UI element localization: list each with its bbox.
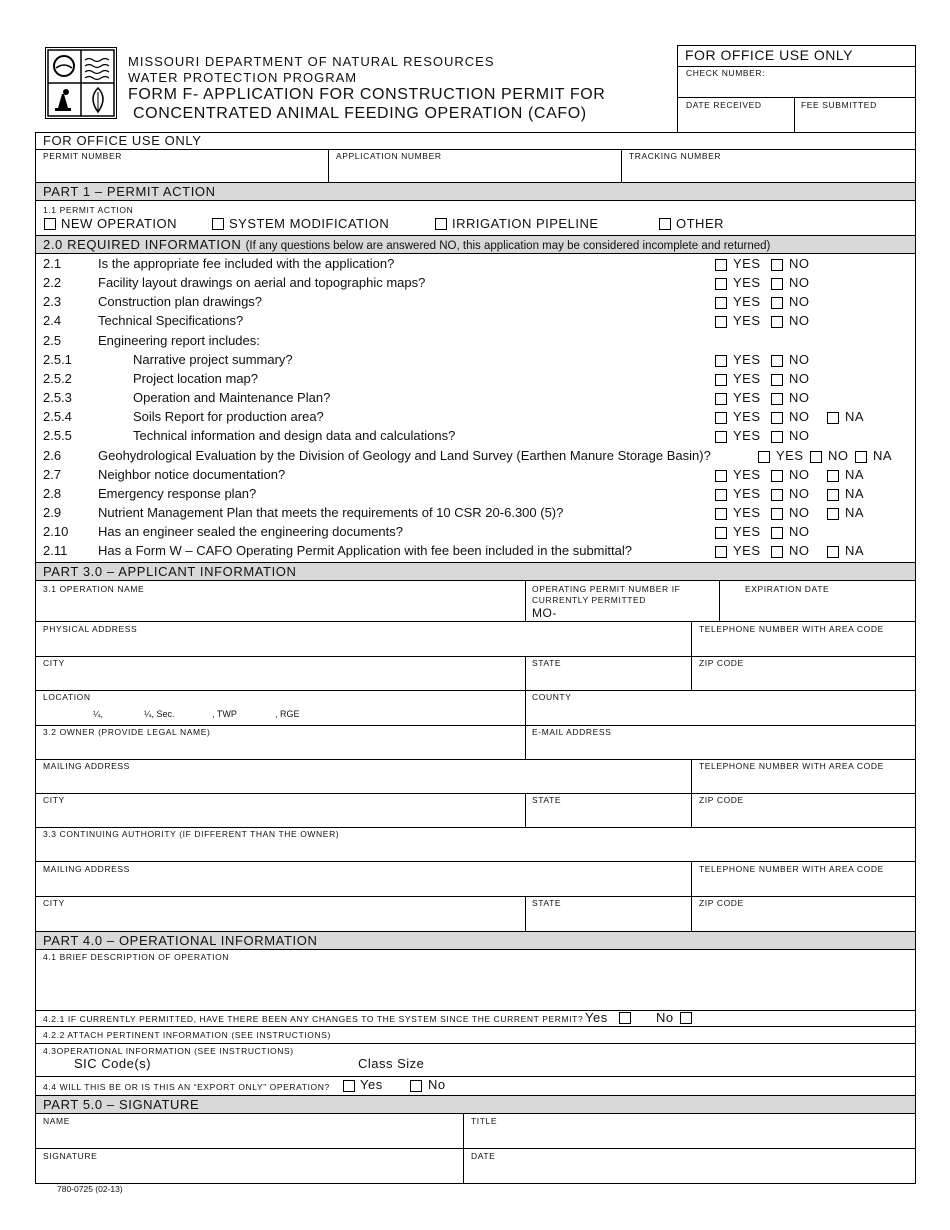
date-received-label: DATE RECEIVED [686,100,762,110]
expiration-date-field[interactable] [721,596,915,620]
question-number: 2.8 [43,486,62,501]
permit-number-field[interactable] [37,162,327,181]
question-number: 2.1 [43,256,62,271]
operational-info-label: 4.3OPERATIONAL INFORMATION (SEE INSTRUCTIONS) [43,1046,294,1056]
date-received-field[interactable] [678,111,793,132]
sic-code-label: SIC Code(s) [74,1056,152,1071]
yes-label: YES [733,294,761,309]
application-number-field[interactable] [330,162,620,181]
q2-9-yes-checkbox[interactable] [715,508,727,520]
q2-5-5-yes-checkbox[interactable] [715,431,727,443]
form-title-line2: CONCENTRATED ANIMAL FEEDING OPERATION (CAFO) [133,105,587,122]
q2-4-no-checkbox[interactable] [771,316,783,328]
zip-label-3: ZIP CODE [699,898,744,908]
dnr-logo [45,47,117,119]
no-label: NO [789,524,810,539]
q2-4-yes-checkbox[interactable] [715,316,727,328]
no-label: NO [789,275,810,290]
form-title-line1: FORM F- APPLICATION FOR CONSTRUCTION PERMIT FOR [128,86,606,103]
continuing-authority-label: 3.3 CONTINUING AUTHORITY (IF DIFFERENT THAN THE OWNER) [43,829,340,839]
new-operation-checkbox[interactable] [44,218,56,230]
q2-2-no-checkbox[interactable] [771,278,783,290]
no-label: NO [789,371,810,386]
changes-yes-label: Yes [585,1010,608,1025]
question-number: 2.5.3 [43,390,72,405]
location-rge: , RGE [275,709,300,719]
no-label: NO [789,467,810,482]
op-permit-label-line2: CURRENTLY PERMITTED [532,595,647,605]
changes-no-label: No [656,1010,674,1025]
question-text: Nutrient Management Plan that meets the requirements of 10 CSR 20-6.300 (5)? [98,505,564,520]
title-label: TITLE [471,1116,498,1126]
yes-label: YES [733,371,761,386]
question-number: 2.9 [43,505,62,520]
q2-9-na-checkbox[interactable] [827,508,839,520]
continuing-authority-field[interactable] [37,840,914,860]
email-label: E-MAIL ADDRESS [532,727,612,737]
irrigation-pipeline-label: IRRIGATION PIPELINE [452,216,599,231]
mo-prefix: MO- [532,606,557,620]
question-number: 2.5.2 [43,371,72,386]
tracking-number-field[interactable] [623,162,915,181]
tracking-number-label: TRACKING NUMBER [629,151,722,161]
export-yes-checkbox[interactable] [343,1080,355,1092]
question-text: Technical information and design data and calculations? [133,428,456,443]
location-quarter-1: ¼, [93,709,104,719]
city-label-2: CITY [43,795,65,805]
na-label: NA [845,409,865,424]
q2-3-yes-checkbox[interactable] [715,297,727,309]
q2-6-no-checkbox[interactable] [810,451,822,463]
na-label: NA [845,505,865,520]
q2-5-5-no-checkbox[interactable] [771,431,783,443]
telephone-field-3[interactable] [693,875,915,895]
yes-label: YES [733,505,761,520]
irrigation-pipeline-checkbox[interactable] [435,218,447,230]
check-number-field[interactable] [678,79,915,96]
mailing-address-field-1[interactable] [37,772,690,792]
export-yes-label: Yes [360,1077,383,1092]
na-label: NA [845,467,865,482]
no-label: NO [789,505,810,520]
name-label: NAME [43,1116,70,1126]
city-field-2[interactable] [37,806,524,826]
q2-10-yes-checkbox[interactable] [715,527,727,539]
q2-8-no-checkbox[interactable] [771,489,783,501]
q2-5-4-yes-checkbox[interactable] [715,412,727,424]
na-label: NA [873,448,893,463]
system-modification-label: SYSTEM MODIFICATION [229,216,390,231]
q2-5-4-no-checkbox[interactable] [771,412,783,424]
question-text: Soils Report for production area? [133,409,324,424]
telephone-label-2: TELEPHONE NUMBER WITH AREA CODE [699,761,884,771]
yes-label: YES [733,256,761,271]
question-text: Engineering report includes: [98,333,260,348]
zip-label-2: ZIP CODE [699,795,744,805]
no-label: NO [789,543,810,558]
no-label: NO [828,448,849,463]
permit-number-label: PERMIT NUMBER [43,151,122,161]
expiration-date-label: EXPIRATION DATE [745,584,830,594]
yes-label: YES [733,313,761,328]
other-checkbox[interactable] [659,218,671,230]
fee-submitted-label: FEE SUBMITTED [801,100,877,110]
q2-5-3-yes-checkbox[interactable] [715,393,727,405]
operation-name-field[interactable] [37,596,524,620]
sic-code-field[interactable] [160,1056,340,1073]
brief-description-field[interactable] [37,963,918,1012]
county-field[interactable] [527,703,915,724]
question-number: 2.11 [43,543,68,558]
attach-info-label: 4.2.2 ATTACH PERTINENT INFORMATION (SEE INSTRUCTIONS) [43,1030,331,1040]
mailing-address-label-2: MAILING ADDRESS [43,864,130,874]
part5-header: PART 5.0 – SIGNATURE [35,1095,916,1114]
q2-7-na-checkbox[interactable] [827,470,839,482]
zip-field-3[interactable] [693,909,915,930]
state-field-3[interactable] [527,909,690,930]
question-number: 2.2 [43,275,62,290]
question-text: Neighbor notice documentation? [98,467,286,482]
yes-label: YES [733,409,761,424]
zip-field-2[interactable] [693,806,915,826]
city-field-1[interactable] [37,669,524,689]
other-label: OTHER [676,216,724,231]
q2-5-1-no-checkbox[interactable] [771,355,783,367]
q2-2-yes-checkbox[interactable] [715,278,727,290]
logo-graphic-icon [46,48,116,118]
brief-description-label: 4.1 BRIEF DESCRIPTION OF OPERATION [43,952,230,962]
q2-7-yes-checkbox[interactable] [715,470,727,482]
office-use-main-title: FOR OFFICE USE ONLY [43,133,202,148]
telephone-label-1: TELEPHONE NUMBER WITH AREA CODE [699,624,884,634]
question-text: Narrative project summary? [133,352,293,367]
question-text: Has an engineer sealed the engineering documents? [98,524,403,539]
city-label-1: CITY [43,658,65,668]
physical-address-label: PHYSICAL ADDRESS [43,624,138,634]
owner-name-field[interactable] [37,738,524,758]
form-number: 780-0725 (02-13) [57,1184,123,1194]
city-label-3: CITY [43,898,65,908]
q2-5-3-no-checkbox[interactable] [771,393,783,405]
system-modification-checkbox[interactable] [212,218,224,230]
changes-question: 4.2.1 IF CURRENTLY PERMITTED, HAVE THERE BEEN ANY CHANGES TO THE SYSTEM SINCE THE CURRENT PERMIT? [43,1014,584,1024]
owner-label: 3.2 OWNER (PROVIDE LEGAL NAME) [43,727,211,737]
question-text: Construction plan drawings? [98,294,263,309]
class-size-field[interactable] [432,1056,632,1073]
question-number: 2.5.4 [43,409,72,424]
question-number: 2.10 [43,524,69,539]
zip-field-1[interactable] [693,669,915,689]
state-field-2[interactable] [527,806,690,826]
op-permit-label-line1: OPERATING PERMIT NUMBER IF [532,584,681,594]
mailing-address-field-2[interactable] [37,875,690,895]
city-field-3[interactable] [37,909,524,930]
part2-note: (If any questions below are answered NO, this application may be considered incomplete and returned) [245,240,771,252]
signature-label: SIGNATURE [43,1151,98,1161]
yes-label: YES [733,390,761,405]
operating-permit-number-field[interactable] [556,606,718,620]
check-number-label: CHECK NUMBER: [686,68,766,78]
q2-5-1-yes-checkbox[interactable] [715,355,727,367]
question-number: 2.4 [43,313,62,328]
no-label: NO [789,294,810,309]
no-label: NO [789,428,810,443]
no-label: NO [789,313,810,328]
date-field[interactable] [465,1162,915,1182]
mailing-address-label-1: MAILING ADDRESS [43,761,130,771]
county-label: COUNTY [532,692,572,702]
office-use-top-title: FOR OFFICE USE ONLY [685,47,853,63]
telephone-field-1[interactable] [693,635,915,655]
question-number: 2.5 [43,333,62,348]
operation-name-label: 3.1 OPERATION NAME [43,584,145,594]
question-number: 2.6 [43,448,62,463]
part2-title: 2.0 REQUIRED INFORMATION [43,237,242,252]
no-label: NO [789,390,810,405]
question-text: Facility layout drawings on aerial and topographic maps? [98,275,426,290]
part4-header: PART 4.0 – OPERATIONAL INFORMATION [35,931,916,950]
no-label: NO [789,486,810,501]
q2-9-no-checkbox[interactable] [771,508,783,520]
q2-11-na-checkbox[interactable] [827,546,839,558]
question-text: Has a Form W – CAFO Operating Permit Application with fee been included in the submittal? [98,543,632,558]
q2-5-2-no-checkbox[interactable] [771,374,783,386]
location-twp: , TWP [212,709,237,719]
q2-11-yes-checkbox[interactable] [715,546,727,558]
question-text: Is the appropriate fee included with the application? [98,256,395,271]
yes-label: YES [733,428,761,443]
question-text: Emergency response plan? [98,486,257,501]
question-text: Operation and Maintenance Plan? [133,390,331,405]
question-text: Geohydrological Evaluation by the Division of Geology and Land Survey (Earthen Manure Storage Basin)? [98,448,711,463]
location-quarter-sec: ¼, Sec. [144,709,175,719]
q2-11-no-checkbox[interactable] [771,546,783,558]
q2-1-yes-checkbox[interactable] [715,259,727,271]
question-number: 2.3 [43,294,62,309]
changes-no-checkbox[interactable] [680,1012,692,1024]
yes-label: YES [733,467,761,482]
question-text: Technical Specifications? [98,313,244,328]
no-label: NO [789,352,810,367]
yes-label: YES [733,524,761,539]
part3-header: PART 3.0 – APPLICANT INFORMATION [35,562,916,581]
yes-label: YES [733,275,761,290]
class-size-label: Class Size [358,1056,425,1071]
telephone-label-3: TELEPHONE NUMBER WITH AREA CODE [699,864,884,874]
title-field[interactable] [465,1127,915,1147]
na-label: NA [845,543,865,558]
question-number: 2.5.1 [43,352,72,367]
q2-5-2-yes-checkbox[interactable] [715,374,727,386]
q2-10-no-checkbox[interactable] [771,527,783,539]
export-no-label: No [428,1077,446,1092]
yes-label: YES [733,543,761,558]
question-number: 2.7 [43,467,62,482]
permit-action-label: 1.1 PERMIT ACTION [43,205,134,215]
state-label-1: STATE [532,658,562,668]
signature-field[interactable] [37,1162,462,1182]
export-only-question: 4.4 WILL THIS BE OR IS THIS AN “EXPORT ONLY” OPERATION? [43,1082,330,1092]
no-label: NO [789,409,810,424]
part1-header: PART 1 – PERMIT ACTION [35,182,916,201]
q2-6-na-checkbox[interactable] [855,451,867,463]
program-name: WATER PROTECTION PROGRAM [128,70,358,85]
state-field-1[interactable] [527,669,690,689]
q2-8-na-checkbox[interactable] [827,489,839,501]
q2-3-no-checkbox[interactable] [771,297,783,309]
application-number-label: APPLICATION NUMBER [336,151,442,161]
no-label: NO [789,256,810,271]
fee-submitted-field[interactable] [795,111,915,132]
physical-address-field[interactable] [37,635,690,655]
changes-yes-checkbox[interactable] [619,1012,631,1024]
q2-6-yes-checkbox[interactable] [758,451,770,463]
yes-label: YES [733,352,761,367]
email-field[interactable] [527,738,915,758]
question-text: Project location map? [133,371,259,386]
location-label: LOCATION [43,692,91,702]
name-field[interactable] [37,1127,462,1147]
part2-header [35,235,916,254]
date-label: DATE [471,1151,496,1161]
zip-label-1: ZIP CODE [699,658,744,668]
yes-label: YES [733,486,761,501]
na-label: NA [845,486,865,501]
q2-5-4-na-checkbox[interactable] [827,412,839,424]
q2-1-no-checkbox[interactable] [771,259,783,271]
q2-7-no-checkbox[interactable] [771,470,783,482]
telephone-field-2[interactable] [693,772,915,792]
state-label-2: STATE [532,795,562,805]
q2-8-yes-checkbox[interactable] [715,489,727,501]
yes-label: YES [776,448,804,463]
new-operation-label: NEW OPERATION [61,216,178,231]
state-label-3: STATE [532,898,562,908]
export-no-checkbox[interactable] [410,1080,422,1092]
question-number: 2.5.5 [43,428,72,443]
agency-name: MISSOURI DEPARTMENT OF NATURAL RESOURCES [128,54,495,69]
